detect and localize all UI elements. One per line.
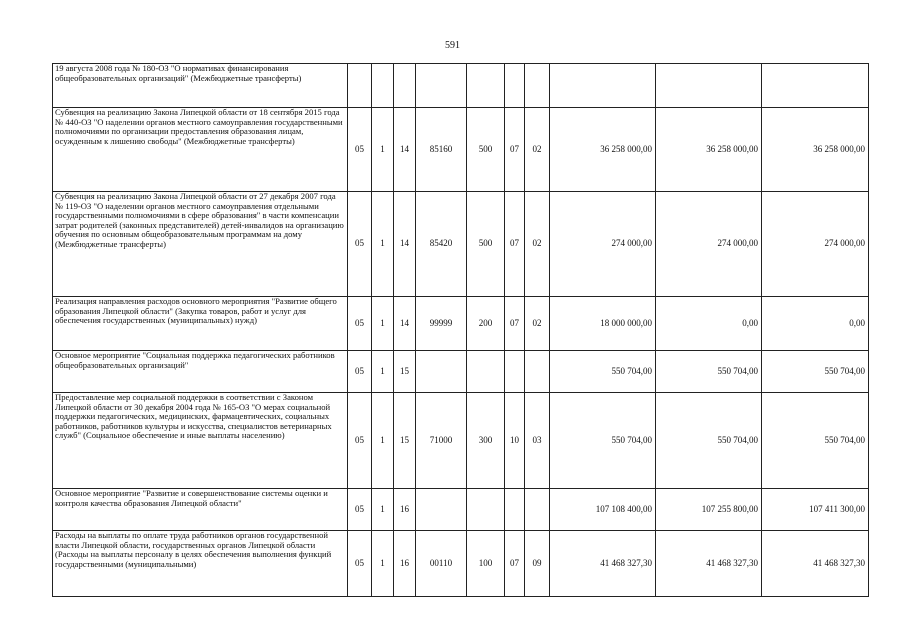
row-description: Основное мероприятие "Социальная поддержка педагогических работников общеобразовательных организаций" xyxy=(53,351,348,393)
expense-direction-code xyxy=(416,351,467,393)
amount-year-2: 36 258 000,00 xyxy=(656,108,762,192)
section-code xyxy=(505,489,525,531)
table-row xyxy=(53,297,869,351)
section-code: 07 xyxy=(505,297,525,351)
subprogram-code: 1 xyxy=(372,393,394,489)
subprogram-code: 1 xyxy=(372,297,394,351)
amount-year-3: 107 411 300,00 xyxy=(762,489,869,531)
expense-direction-code: 99999 xyxy=(416,297,467,351)
expense-type-code xyxy=(467,351,505,393)
table-row xyxy=(53,393,869,489)
expense-direction-code: 85160 xyxy=(416,108,467,192)
page-number: 591 xyxy=(445,40,460,51)
amount-year-2: 107 255 800,00 xyxy=(656,489,762,531)
subsection-code: 02 xyxy=(525,108,550,192)
subsection-code xyxy=(525,489,550,531)
expense-direction-code: 71000 xyxy=(416,393,467,489)
amount-year-2: 550 704,00 xyxy=(656,393,762,489)
table-row xyxy=(53,64,869,108)
expense-direction-code: 85420 xyxy=(416,192,467,297)
amount-year-1: 550 704,00 xyxy=(550,393,656,489)
row-description: Субвенция на реализацию Закона Липецкой области от 27 декабря 2007 года № 119-ОЗ "О наделении органов местного самоуправления отдельными государственными полномочиями в сфере образования" в части компенсации затрат родителей (законных представителей) детей-инвалидов на организацию обучения по основным общеобразовательным программам на дому (Межбюджетные трансферты) xyxy=(53,192,348,297)
subsection-code: 03 xyxy=(525,393,550,489)
expense-type-code xyxy=(467,64,505,108)
subprogram-code: 1 xyxy=(372,351,394,393)
amount-year-1 xyxy=(550,64,656,108)
section-code xyxy=(505,64,525,108)
expense-type-code: 500 xyxy=(467,108,505,192)
amount-year-1: 41 468 327,30 xyxy=(550,531,656,597)
subsection-code: 02 xyxy=(525,192,550,297)
amount-year-3: 550 704,00 xyxy=(762,393,869,489)
row-description: Основное мероприятие "Развитие и совершенствование системы оценки и контроля качества образования Липецкой области" xyxy=(53,489,348,531)
expense-direction-code xyxy=(416,489,467,531)
activity-code: 15 xyxy=(394,351,416,393)
subsection-code xyxy=(525,351,550,393)
program-code: 05 xyxy=(348,351,372,393)
amount-year-1: 107 108 400,00 xyxy=(550,489,656,531)
amount-year-2: 550 704,00 xyxy=(656,351,762,393)
amount-year-3: 0,00 xyxy=(762,297,869,351)
program-code: 05 xyxy=(348,108,372,192)
subprogram-code: 1 xyxy=(372,489,394,531)
amount-year-1: 18 000 000,00 xyxy=(550,297,656,351)
row-description: Реализация направления расходов основного мероприятия "Развитие общего образования Липецкой области" (Закупка товаров, работ и услуг для обеспечения государственных (муниципальных) нужд) xyxy=(53,297,348,351)
subprogram-code xyxy=(372,64,394,108)
section-code: 07 xyxy=(505,192,525,297)
expense-direction-code xyxy=(416,64,467,108)
amount-year-2 xyxy=(656,64,762,108)
expense-type-code: 100 xyxy=(467,531,505,597)
program-code: 05 xyxy=(348,297,372,351)
program-code: 05 xyxy=(348,393,372,489)
program-code xyxy=(348,64,372,108)
amount-year-3: 36 258 000,00 xyxy=(762,108,869,192)
expense-type-code: 500 xyxy=(467,192,505,297)
expense-type-code: 300 xyxy=(467,393,505,489)
amount-year-3: 550 704,00 xyxy=(762,351,869,393)
subsection-code xyxy=(525,64,550,108)
activity-code: 16 xyxy=(394,489,416,531)
amount-year-3: 41 468 327,30 xyxy=(762,531,869,597)
subprogram-code: 1 xyxy=(372,192,394,297)
subsection-code: 09 xyxy=(525,531,550,597)
program-code: 05 xyxy=(348,192,372,297)
budget-table-body xyxy=(53,64,869,597)
amount-year-1: 274 000,00 xyxy=(550,192,656,297)
row-description: Расходы на выплаты по оплате труда работников органов государственной власти Липецкой области, государственных органов Липецкой области (Расходы на выплаты персоналу в целях обеспечения выполнения функций государственными (муниципальными) xyxy=(53,531,348,597)
activity-code: 14 xyxy=(394,108,416,192)
amount-year-1: 550 704,00 xyxy=(550,351,656,393)
section-code: 07 xyxy=(505,531,525,597)
subprogram-code: 1 xyxy=(372,531,394,597)
section-code: 07 xyxy=(505,108,525,192)
row-description: 19 августа 2008 года № 180-ОЗ "О нормативах финансирования общеобразовательных организаций" (Межбюджетные трансферты) xyxy=(53,64,348,108)
section-code xyxy=(505,351,525,393)
expense-direction-code: 00110 xyxy=(416,531,467,597)
row-description: Субвенция на реализацию Закона Липецкой области от 18 сентября 2015 года № 440-ОЗ "О наделении органов местного самоуправления государственными полномочиями по организации предоставления образования лицам, осужденным к лишению свободы" (Межбюджетные трансферты) xyxy=(53,108,348,192)
expense-type-code xyxy=(467,489,505,531)
table-row xyxy=(53,192,869,297)
table-row xyxy=(53,489,869,531)
amount-year-2: 0,00 xyxy=(656,297,762,351)
amount-year-3 xyxy=(762,64,869,108)
activity-code xyxy=(394,64,416,108)
subsection-code: 02 xyxy=(525,297,550,351)
activity-code: 14 xyxy=(394,192,416,297)
amount-year-3: 274 000,00 xyxy=(762,192,869,297)
amount-year-1: 36 258 000,00 xyxy=(550,108,656,192)
table-row xyxy=(53,531,869,597)
subprogram-code: 1 xyxy=(372,108,394,192)
amount-year-2: 274 000,00 xyxy=(656,192,762,297)
table-row xyxy=(53,108,869,192)
activity-code: 16 xyxy=(394,531,416,597)
amount-year-2: 41 468 327,30 xyxy=(656,531,762,597)
program-code: 05 xyxy=(348,531,372,597)
table-row xyxy=(53,351,869,393)
section-code: 10 xyxy=(505,393,525,489)
expense-type-code: 200 xyxy=(467,297,505,351)
budget-table xyxy=(52,63,869,597)
row-description: Предоставление мер социальной поддержки в соответствии с Законом Липецкой области от 30 декабря 2004 года № 165-ОЗ "О мерах социальной поддержки педагогических, медицинских, фармацевтических, социальных работников, работников культуры и искусства, специалистов ветеринарных служб" (Социальное обеспечение и иные выплаты населению) xyxy=(53,393,348,489)
activity-code: 15 xyxy=(394,393,416,489)
program-code: 05 xyxy=(348,489,372,531)
activity-code: 14 xyxy=(394,297,416,351)
